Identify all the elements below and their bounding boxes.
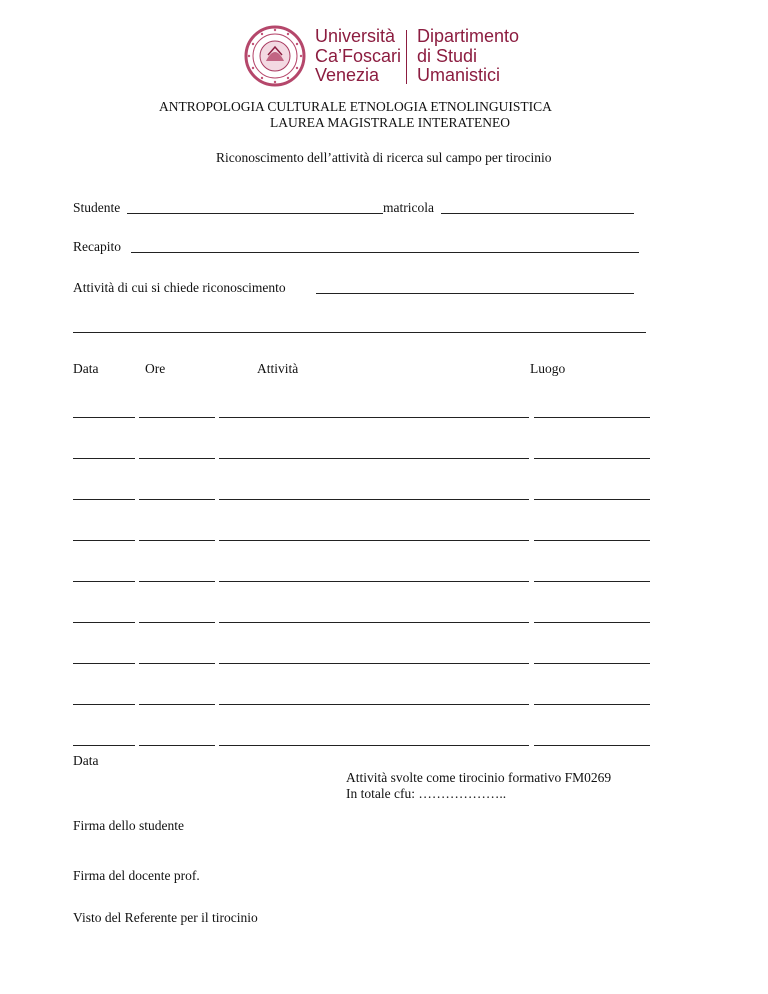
- recapito-field[interactable]: [131, 252, 639, 253]
- row-attivita-field[interactable]: [219, 690, 529, 705]
- firma-studente-label: Firma dello studente: [73, 818, 184, 833]
- row-attivita-field[interactable]: [219, 608, 529, 623]
- document-subtitle: Riconoscimento dell’attività di ricerca sul campo per tirocinio: [216, 150, 552, 165]
- row-luogo-field[interactable]: [534, 526, 650, 541]
- studente-field[interactable]: [127, 213, 383, 214]
- table-row: [73, 608, 653, 622]
- visto-referente-label: Visto del Referente per il tirocinio: [73, 910, 258, 925]
- header-title-line2: LAUREA MAGISTRALE INTERATENEO: [270, 115, 510, 130]
- row-data-field[interactable]: [73, 649, 135, 664]
- logo-line: Ca’Foscari: [315, 45, 402, 66]
- table-row: [73, 403, 653, 417]
- row-luogo-field[interactable]: [534, 731, 650, 746]
- table-row: [73, 567, 653, 581]
- row-ore-field[interactable]: [139, 526, 215, 541]
- row-attivita-field[interactable]: [219, 731, 529, 746]
- attivita-richiesta-field-continued[interactable]: [73, 332, 646, 333]
- row-ore-field[interactable]: [139, 649, 215, 664]
- row-ore-field[interactable]: [139, 444, 215, 459]
- row-data-field[interactable]: [73, 485, 135, 500]
- logo-line: Università: [315, 26, 396, 46]
- row-luogo-field[interactable]: [534, 608, 650, 623]
- table-row: [73, 690, 653, 704]
- matricola-label: matricola: [383, 200, 434, 215]
- row-attivita-field[interactable]: [219, 403, 529, 418]
- logo-line: Umanistici: [417, 65, 501, 85]
- row-luogo-field[interactable]: [534, 403, 650, 418]
- logo-department-name: [417, 27, 519, 86]
- row-attivita-field[interactable]: [219, 526, 529, 541]
- table-row: [73, 526, 653, 540]
- row-luogo-field[interactable]: [534, 444, 650, 459]
- matricola-field[interactable]: [441, 213, 634, 214]
- logo-line: di Studi: [417, 45, 478, 66]
- row-data-field[interactable]: [73, 444, 135, 459]
- firma-docente-label: Firma del docente prof.: [73, 868, 200, 883]
- table-row: [73, 649, 653, 663]
- studente-label: Studente: [73, 200, 121, 215]
- row-ore-field[interactable]: [139, 567, 215, 582]
- recapito-label: Recapito: [73, 239, 121, 254]
- row-luogo-field[interactable]: [534, 649, 650, 664]
- header-title-line1: ANTROPOLOGIA CULTURALE ETNOLOGIA ETNOLINGUISTICA: [159, 99, 552, 114]
- row-luogo-field[interactable]: [534, 690, 650, 705]
- row-ore-field[interactable]: [139, 403, 215, 418]
- col-header-ore: Ore: [145, 361, 166, 376]
- table-row: [73, 485, 653, 499]
- logo-line: Venezia: [315, 65, 380, 85]
- logo-line: Dipartimento: [417, 26, 520, 46]
- row-luogo-field[interactable]: [534, 485, 650, 500]
- row-data-field[interactable]: [73, 690, 135, 705]
- row-data-field[interactable]: [73, 567, 135, 582]
- university-seal-icon: [244, 25, 306, 87]
- row-data-field[interactable]: [73, 403, 135, 418]
- row-data-field[interactable]: [73, 608, 135, 623]
- row-attivita-field[interactable]: [219, 567, 529, 582]
- col-header-attivita: Attività: [257, 361, 299, 376]
- footer-data-label: Data: [73, 753, 99, 768]
- row-data-field[interactable]: [73, 526, 135, 541]
- logo-university-name: [315, 27, 401, 86]
- table-row: [73, 731, 653, 745]
- logo-divider: [406, 30, 407, 84]
- row-ore-field[interactable]: [139, 731, 215, 746]
- row-attivita-field[interactable]: [219, 649, 529, 664]
- attivita-richiesta-label: Attività di cui si chiede riconoscimento: [73, 280, 286, 295]
- row-attivita-field[interactable]: [219, 485, 529, 500]
- row-ore-field[interactable]: [139, 608, 215, 623]
- col-header-data: Data: [73, 361, 99, 376]
- attivita-richiesta-field[interactable]: [316, 293, 634, 294]
- tirocinio-note: Attività svolte come tirocinio formativo FM0269: [346, 770, 612, 785]
- cfu-total-note: In totale cfu: ………………..: [346, 786, 507, 801]
- row-ore-field[interactable]: [139, 485, 215, 500]
- row-luogo-field[interactable]: [534, 567, 650, 582]
- row-attivita-field[interactable]: [219, 444, 529, 459]
- col-header-luogo: Luogo: [530, 361, 566, 376]
- table-row: [73, 444, 653, 458]
- row-ore-field[interactable]: [139, 690, 215, 705]
- row-data-field[interactable]: [73, 731, 135, 746]
